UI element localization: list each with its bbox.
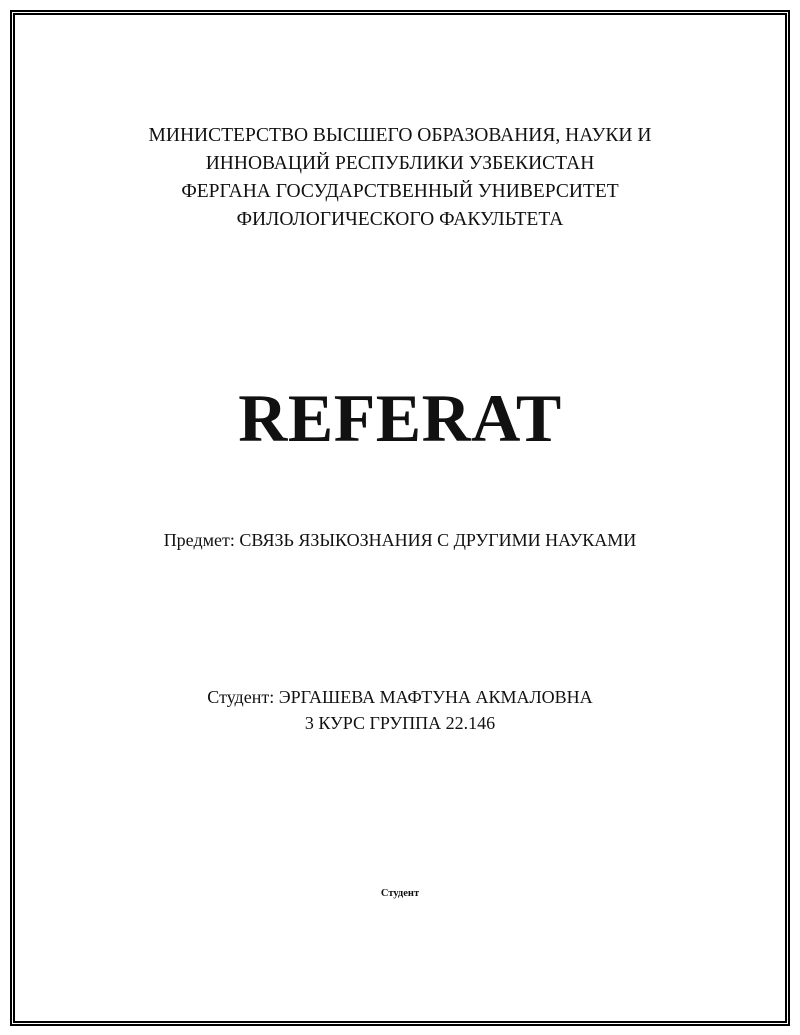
- document-title: REFERAT: [238, 380, 562, 456]
- subject-line: [0, 527, 800, 553]
- student-line: [0, 684, 800, 710]
- footer-label: Студент: [380, 888, 420, 899]
- student-info: [0, 684, 800, 736]
- subject-label: Предмет:: [163, 530, 235, 550]
- student-group: 3 КУРС ГРУППА 22.146: [304, 713, 496, 733]
- header-line-faculty: ФИЛОЛОГИЧЕСКОГО ФАКУЛЬТЕТА: [236, 209, 564, 230]
- student-label: Студент:: [207, 687, 275, 707]
- header-line-university: ФЕРГАНА ГОСУДАРСТВЕННЫЙ УНИВЕРСИТЕТ: [181, 181, 619, 202]
- institution-header: [0, 122, 800, 234]
- header-line-ministry: МИНИСТЕРСТВО ВЫСШЕГО ОБРАЗОВАНИЯ, НАУКИ И: [148, 125, 652, 146]
- subject-value: СВЯЗЬ ЯЗЫКОЗНАНИЯ С ДРУГИМИ НАУКАМИ: [239, 530, 637, 550]
- header-line-republic: ИННОВАЦИЙ РЕСПУБЛИКИ УЗБЕКИСТАН: [205, 153, 595, 174]
- student-name: ЭРГАШЕВА МАФТУНА АКМАЛОВНА: [278, 687, 593, 707]
